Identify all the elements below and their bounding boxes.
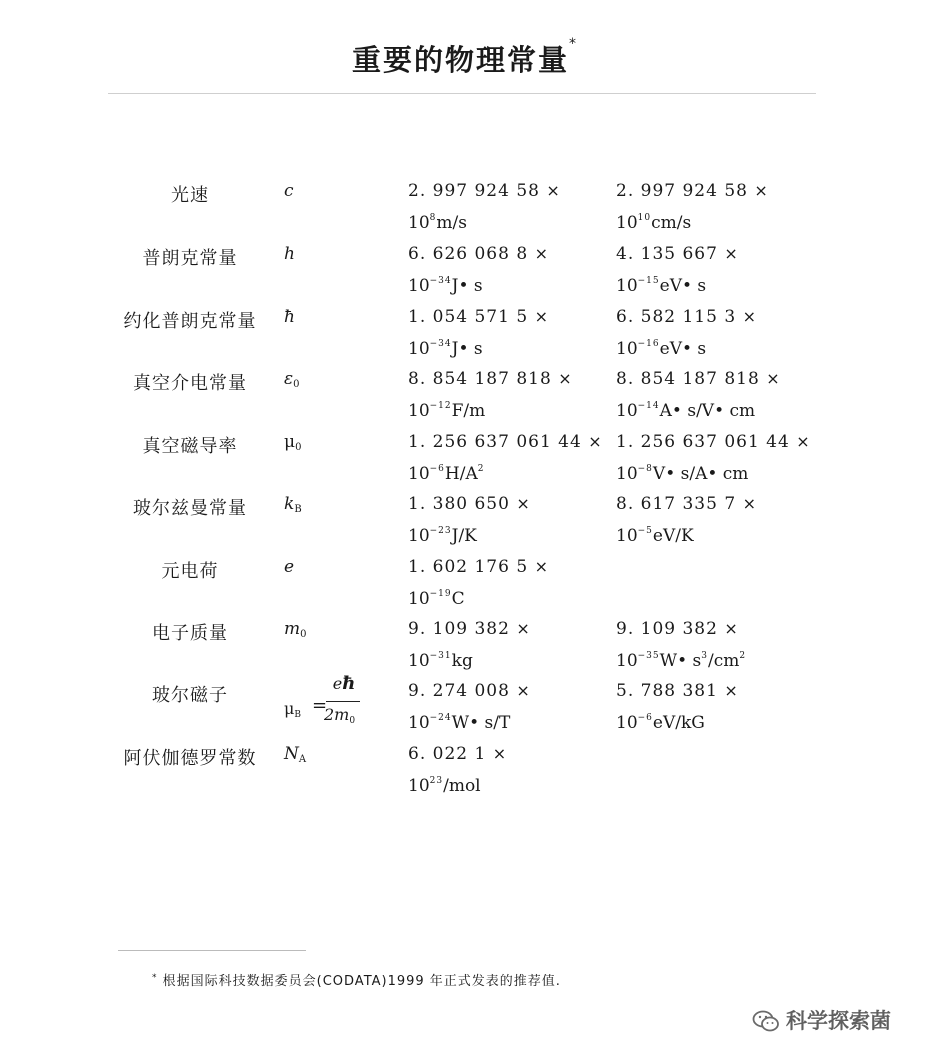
value-mantissa-si: [408, 744, 507, 764]
unit-text: J• s: [451, 276, 483, 296]
bohr-magneton-formula: [284, 673, 364, 737]
exponent: −15: [637, 276, 660, 286]
title-divider: [108, 93, 816, 94]
unit-text: eV/kG: [652, 713, 705, 733]
mantissa-text: 1. 256 637 061 44: [616, 432, 790, 452]
times-sign: ×: [742, 307, 757, 326]
constant-name: 光速: [171, 185, 209, 206]
unit-text: eV• s: [659, 276, 707, 296]
value-mantissa-alt: [616, 244, 739, 264]
footnote-divider: [118, 950, 306, 951]
watermark-text: 科学探索菌: [786, 1009, 891, 1033]
mantissa-text: 8. 617 335 7: [616, 494, 737, 514]
table-row: [0, 673, 930, 743]
mantissa-text: 6. 626 068 8: [408, 244, 529, 264]
exponent: −34: [429, 276, 452, 286]
symbol-letter: c: [284, 181, 294, 201]
times-sign: ×: [742, 494, 757, 513]
power-base: 10: [616, 713, 638, 733]
table-row: [0, 557, 930, 619]
mantissa-text: 1. 256 637 061 44: [408, 432, 582, 452]
wechat-icon: [752, 1009, 780, 1033]
times-sign: ×: [724, 619, 739, 638]
symbol-letter: k: [284, 494, 295, 514]
unit-text: J/K: [451, 526, 477, 546]
value-mantissa-alt: [616, 181, 769, 201]
value-unit-si: [408, 713, 510, 733]
constant-name: 玻尔磁子: [152, 685, 228, 706]
symbol-letter: μ: [284, 432, 296, 452]
exponent: −34: [429, 339, 452, 349]
times-sign: ×: [516, 681, 531, 700]
footnote: [152, 970, 561, 989]
power-base: 10: [408, 401, 430, 421]
formula-equals: =: [312, 695, 328, 716]
symbol-subscript: 0: [293, 379, 300, 390]
mantissa-text: 1. 602 176 5: [408, 557, 529, 577]
value-unit-alt: [616, 526, 694, 546]
unit-text: /mol: [443, 776, 481, 796]
formula-denominator-subscript: 0: [349, 716, 356, 726]
formula-numerator-hbar: ħ: [342, 673, 356, 694]
exponent: −6: [637, 713, 653, 723]
value-unit-alt: [616, 464, 748, 484]
value-unit-si: [408, 464, 485, 484]
formula-lhs-subscript: B: [294, 710, 302, 720]
exponent: −35: [637, 651, 660, 661]
times-sign: ×: [492, 744, 508, 763]
value-mantissa-si: [408, 181, 561, 201]
value-unit-si: [408, 651, 473, 671]
value-mantissa-alt: [616, 681, 739, 701]
mantissa-text: 9. 274 008: [408, 681, 510, 701]
constant-name: 普朗克常量: [142, 248, 238, 269]
table-row: [0, 744, 930, 806]
constant-symbol: [284, 181, 294, 201]
unit-text: m/s: [436, 213, 467, 233]
value-mantissa-alt: [616, 369, 781, 389]
formula-lhs: [284, 699, 301, 720]
exponent: 8: [429, 213, 437, 223]
formula-denominator-text: 2m: [324, 705, 350, 724]
unit-tail-superscript: 2: [739, 651, 747, 661]
value-unit-si: [408, 776, 481, 796]
times-sign: ×: [754, 181, 769, 200]
times-sign: ×: [534, 557, 549, 576]
mantissa-text: 5. 788 381: [616, 681, 718, 701]
table-row: [0, 494, 930, 556]
symbol-letter: m: [284, 619, 301, 639]
unit-text: C: [451, 589, 465, 609]
value-mantissa-alt: [616, 619, 739, 639]
value-unit-si: [408, 401, 485, 421]
constant-symbol: [284, 432, 301, 453]
unit-text: W• s: [659, 651, 702, 671]
value-mantissa-si: [408, 494, 531, 514]
value-unit-alt: [616, 276, 706, 296]
value-unit-alt: [616, 401, 755, 421]
constant-name: 约化普朗克常量: [123, 311, 257, 332]
mantissa-text: 4. 135 667: [616, 244, 718, 264]
times-sign: ×: [558, 369, 573, 388]
mantissa-text: 1. 380 650: [408, 494, 510, 514]
table-row: [0, 307, 930, 369]
constant-symbol: [284, 619, 307, 640]
exponent: 10: [637, 213, 652, 223]
power-base: 10: [616, 213, 638, 233]
power-base: 10: [408, 339, 430, 359]
power-base: 10: [408, 276, 430, 296]
symbol-letter: N: [284, 744, 299, 764]
times-sign: ×: [516, 619, 531, 638]
constant-symbol: [284, 307, 295, 327]
power-base: 10: [616, 401, 638, 421]
constant-name: 玻尔兹曼常量: [133, 498, 247, 519]
constant-name: 真空磁导率: [142, 436, 238, 457]
mantissa-text: 2. 997 924 58: [408, 181, 540, 201]
exponent: −5: [637, 526, 653, 536]
constant-name: 元电荷: [161, 561, 219, 582]
constant-symbol: [284, 744, 306, 765]
power-base: 10: [616, 464, 638, 484]
exponent: −14: [637, 401, 660, 411]
value-unit-alt: [616, 339, 706, 359]
table-row: [0, 181, 930, 243]
unit-text: H/A: [444, 464, 478, 484]
value-mantissa-si: [408, 619, 531, 639]
symbol-subscript: 0: [295, 442, 302, 453]
value-unit-alt: [616, 713, 705, 733]
mantissa-text: 6. 582 115 3: [616, 307, 737, 327]
value-unit-si: [408, 339, 483, 359]
value-mantissa-alt: [616, 307, 757, 327]
unit-superscript: 2: [477, 464, 485, 474]
unit-superscript: 3: [701, 651, 709, 661]
exponent: −6: [429, 464, 445, 474]
constant-symbol: [284, 244, 295, 264]
exponent: −8: [637, 464, 653, 474]
mantissa-text: 8. 854 187 818: [616, 369, 760, 389]
symbol-letter: ε: [284, 369, 294, 389]
unit-text: W• s/T: [451, 713, 511, 733]
power-base: 10: [408, 589, 430, 609]
power-base: 10: [616, 276, 638, 296]
symbol-letter: h: [284, 244, 295, 264]
mantissa-text: 2. 997 924 58: [616, 181, 748, 201]
value-mantissa-si: [408, 369, 573, 389]
mantissa-text: 9. 109 382: [616, 619, 718, 639]
constant-symbol: [284, 557, 294, 577]
formula-denominator: [324, 705, 355, 726]
value-mantissa-alt: [616, 494, 757, 514]
table-row: [0, 432, 930, 494]
times-sign: ×: [796, 432, 811, 451]
unit-text: A• s/V• cm: [659, 401, 756, 421]
table-row: [0, 244, 930, 306]
times-sign: ×: [766, 369, 781, 388]
unit-text: J• s: [451, 339, 483, 359]
times-sign: ×: [724, 681, 739, 700]
power-base: 10: [408, 713, 430, 733]
power-base: 10: [616, 339, 638, 359]
table-row: [0, 619, 930, 681]
value-unit-alt: [616, 651, 746, 671]
value-unit-si: [408, 526, 477, 546]
value-unit-si: [408, 589, 465, 609]
table-row: [0, 369, 930, 431]
power-base: 10: [408, 776, 430, 796]
times-sign: ×: [534, 244, 549, 263]
value-unit-si: [408, 213, 467, 233]
mantissa-text: 9. 109 382: [408, 619, 510, 639]
formula-lhs-symbol: μ: [284, 699, 295, 718]
exponent: −19: [429, 589, 452, 599]
power-base: 10: [408, 651, 430, 671]
exponent: −23: [429, 526, 452, 536]
times-sign: ×: [546, 181, 561, 200]
power-base: 10: [408, 526, 430, 546]
symbol-letter: e: [284, 557, 295, 577]
mantissa-text: 1. 054 571 5: [408, 307, 529, 327]
value-unit-si: [408, 276, 483, 296]
value-unit-alt: [616, 213, 691, 233]
symbol-subscript: A: [298, 754, 307, 765]
mantissa-text: 6. 022 1: [408, 744, 487, 764]
unit-text: V• s/A• cm: [652, 464, 749, 484]
value-mantissa-si: [408, 432, 603, 452]
unit-text: cm/s: [651, 213, 692, 233]
footnote-text: 根据国际科技数据委员会(CODATA)1999 年正式发表的推荐值.: [162, 974, 561, 989]
exponent: −24: [429, 713, 452, 723]
footnote-mark: *: [152, 973, 158, 983]
times-sign: ×: [516, 494, 531, 513]
constant-name: 真空介电常量: [133, 373, 247, 394]
power-base: 10: [616, 651, 638, 671]
value-mantissa-si: [408, 244, 549, 264]
mantissa-text: 8. 854 187 818: [408, 369, 552, 389]
power-base: 10: [408, 213, 430, 233]
symbol-subscript: 0: [300, 629, 307, 640]
value-mantissa-alt: [616, 432, 811, 452]
power-base: 10: [616, 526, 638, 546]
symbol-letter: ħ: [284, 307, 295, 327]
formula-numerator: [328, 673, 360, 694]
page-title: 重要的物理常量*: [351, 36, 578, 77]
constant-symbol: [284, 369, 300, 390]
symbol-subscript: B: [294, 504, 302, 515]
formula-numerator-e: e: [332, 674, 343, 693]
unit-text: kg: [451, 651, 473, 671]
constant-name: 电子质量: [152, 623, 228, 644]
exponent: 23: [429, 776, 444, 786]
constant-symbol: [284, 494, 302, 515]
unit-text-tail: /cm: [708, 651, 740, 671]
exponent: −12: [429, 401, 452, 411]
power-base: 10: [408, 464, 430, 484]
times-sign: ×: [588, 432, 603, 451]
unit-text: eV/K: [652, 526, 694, 546]
exponent: −31: [429, 651, 452, 661]
value-mantissa-si: [408, 681, 531, 701]
value-mantissa-si: [408, 307, 549, 327]
fraction-bar: [326, 701, 360, 702]
title-footnote-mark: *: [569, 36, 578, 52]
unit-text: eV• s: [659, 339, 707, 359]
exponent: −16: [637, 339, 660, 349]
times-sign: ×: [724, 244, 739, 263]
value-mantissa-si: [408, 557, 549, 577]
times-sign: ×: [534, 307, 549, 326]
constant-name: 阿伏伽德罗常数: [123, 748, 257, 769]
unit-text: F/m: [451, 401, 486, 421]
